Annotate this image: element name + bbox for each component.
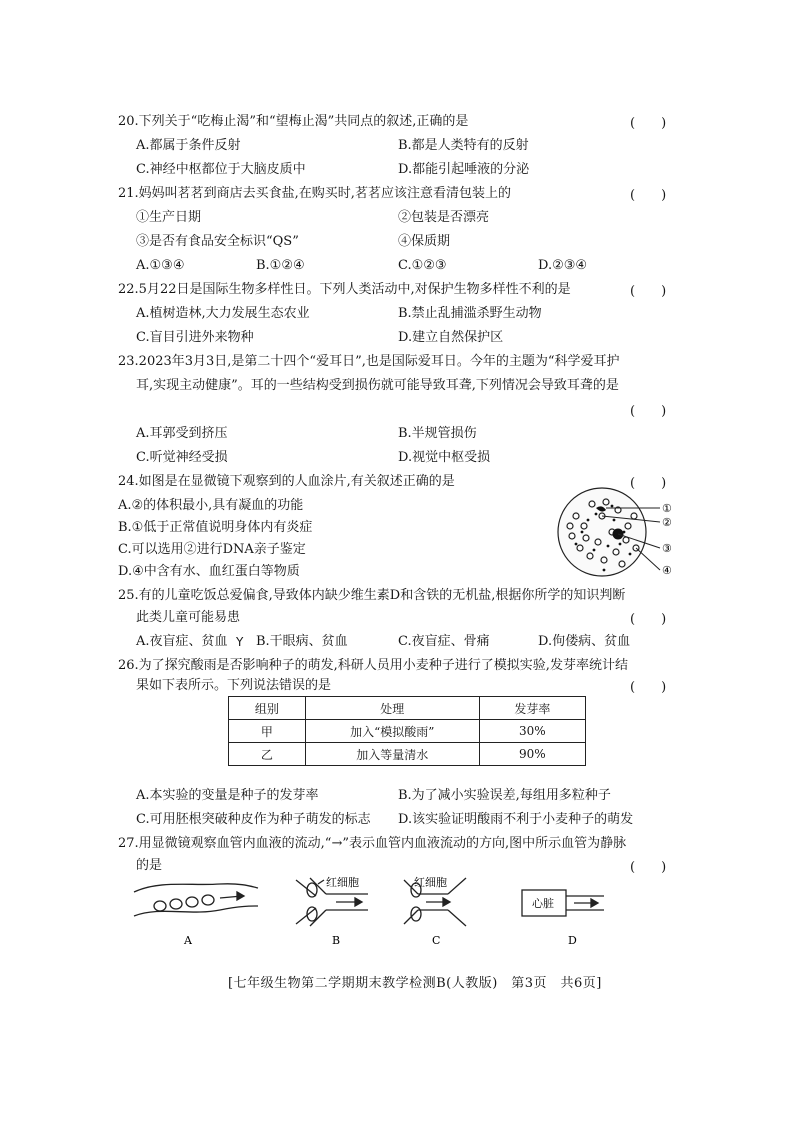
- q22-option-a: A.植树造林,大力发展生态农业: [136, 306, 310, 321]
- q26-option-b: B.为了减小实验误差,每组用多粒种子: [398, 788, 611, 803]
- q22-option-b: B.禁止乱捕滥杀野生动物: [398, 306, 542, 321]
- q23-option-b: B.半规管损伤: [398, 426, 477, 441]
- q20-option-b: B.都是人类特有的反射: [398, 138, 529, 153]
- smear-label-3: ③: [662, 542, 672, 555]
- q21-stem: 21.妈妈叫茗茗到商店去买食盐,在购买时,茗茗应该注意看清包装上的: [118, 186, 511, 201]
- q22-answer-paren: ( ): [630, 284, 667, 299]
- table-cell: 甲: [229, 720, 306, 743]
- q23-option-d: D.视觉中枢受损: [398, 450, 491, 465]
- q22-stem: 22.5月22日是国际生物多样性日。下列人类活动中,对保护生物多样性不利的是: [118, 282, 571, 297]
- q26-option-c: C.可用胚根突破种皮作为种子萌发的标志: [136, 812, 371, 827]
- smear-label-2: ②: [662, 516, 672, 529]
- table-cell: 加入“模拟酸雨”: [305, 720, 479, 743]
- blood-smear-figure: [556, 486, 676, 582]
- q24-answer-paren: ( ): [630, 476, 667, 491]
- q23-option-c: C.听觉神经受损: [136, 450, 228, 465]
- rbc-label-b: 红细胞: [326, 876, 359, 889]
- table-header-rate: 发芽率: [479, 697, 585, 720]
- q26-stem-line1: 26.为了探究酸雨是否影响种子的萌发,科研人员用小麦种子进行了模拟实验,发芽率统计结: [118, 658, 628, 673]
- q21-answer-paren: ( ): [630, 188, 667, 203]
- q26-option-d: D.该实验证明酸雨不利于小麦种子的萌发: [398, 812, 634, 827]
- q21-option-d: D.②③④: [538, 258, 588, 273]
- q24-option-a: A.②的体积最小,具有凝血的功能: [118, 498, 304, 513]
- q21-option-a: A.①③④: [136, 258, 185, 273]
- rbc-label-c: 红细胞: [414, 876, 447, 889]
- germination-table: [228, 696, 586, 766]
- q20-option-d: D.都能引起唾液的分泌: [398, 162, 530, 177]
- q25-stem-line2: 此类儿童可能易患: [136, 610, 241, 625]
- q27-stem-line2: 的是: [136, 858, 163, 873]
- q25-handwritten-mark: Y: [236, 635, 244, 649]
- smear-label-4: ④: [662, 564, 672, 577]
- q24-option-c: C.可以选用②进行DNA亲子鉴定: [118, 542, 306, 557]
- q25-option-b: B.干眼病、贫血: [256, 634, 348, 649]
- q21-item-3: ③是否有食品安全标识“QS”: [136, 234, 299, 249]
- blood-vessel-figures: [130, 876, 610, 950]
- smear-label-1: ①: [662, 502, 672, 515]
- q26-stem-line2: 果如下表所示。下列说法错误的是: [136, 678, 332, 693]
- q24-option-d: D.④中含有水、血红蛋白等物质: [118, 564, 300, 579]
- q23-answer-paren: ( ): [630, 404, 667, 419]
- q26-option-a: A.本实验的变量是种子的发芽率: [136, 788, 319, 803]
- q27-stem-line1: 27.用显微镜观察血管内血液的流动,“→”表示血管内血液流动的方向,图中所示血管为静脉: [118, 836, 627, 851]
- q25-option-d: D.佝偻病、贫血: [538, 634, 631, 649]
- q26-answer-paren: ( ): [630, 680, 667, 695]
- table-header-row: [229, 697, 586, 720]
- table-cell: 加入等量清水: [305, 743, 479, 766]
- q21-option-c: C.①②③: [398, 258, 447, 273]
- vessel-figure-a: [134, 884, 258, 916]
- q25-option-c: C.夜盲症、骨痛: [398, 634, 490, 649]
- q25-option-a: A.夜盲症、贫血: [136, 634, 228, 649]
- table-cell: 30%: [479, 720, 585, 743]
- fig-label-d: D: [568, 934, 577, 947]
- table-header-treatment: 处理: [305, 697, 479, 720]
- table-row: [229, 743, 586, 766]
- heart-label: 心脏: [532, 897, 554, 910]
- q24-option-b: B.①低于正常值说明身体内有炎症: [118, 520, 313, 535]
- q25-stem-line1: 25.有的儿童吃饭总爱偏食,导致体内缺少维生素D和含铁的无机盐,根据你所学的知识判断: [118, 588, 626, 603]
- q23-stem-line2: 耳,实现主动健康”。耳的一些结构受到损伤就可能导致耳聋,下列情况会导致耳聋的是: [136, 378, 619, 393]
- q23-option-a: A.耳郭受到挤压: [136, 426, 228, 441]
- q20-answer-paren: ( ): [630, 116, 667, 131]
- fig-label-b: B: [332, 934, 341, 947]
- fig-label-a: A: [184, 934, 192, 947]
- q21-item-2: ②包装是否漂亮: [398, 210, 490, 225]
- q20-stem: 20.下列关于“吃梅止渴”和“望梅止渴”共同点的叙述,正确的是: [118, 114, 469, 129]
- fig-label-c: C: [432, 934, 441, 947]
- q20-option-c: C.神经中枢都位于大脑皮质中: [136, 162, 306, 177]
- q21-item-4: ④保质期: [398, 234, 451, 249]
- page-footer: [七年级生物第二学期期末教学检测B(人教版) 第3页 共6页]: [228, 976, 602, 991]
- table-row: [229, 720, 586, 743]
- q22-option-d: D.建立自然保护区: [398, 330, 504, 345]
- table-cell: 乙: [229, 743, 306, 766]
- table-header-group: 组别: [229, 697, 306, 720]
- q25-answer-paren: ( ): [630, 612, 667, 627]
- q21-item-1: ①生产日期: [136, 210, 202, 225]
- q24-stem: 24.如图是在显微镜下观察到的人血涂片,有关叙述正确的是: [118, 474, 455, 489]
- table-cell: 90%: [479, 743, 585, 766]
- q20-option-a: A.都属于条件反射: [136, 138, 241, 153]
- q22-option-c: C.盲目引进外来物种: [136, 330, 254, 345]
- q27-answer-paren: ( ): [630, 860, 667, 875]
- q23-stem-line1: 23.2023年3月3日,是第二十四个“爱耳日”,也是国际爱耳日。今年的主题为“科学爱耳护: [118, 354, 620, 369]
- q21-option-b: B.①②④: [256, 258, 305, 273]
